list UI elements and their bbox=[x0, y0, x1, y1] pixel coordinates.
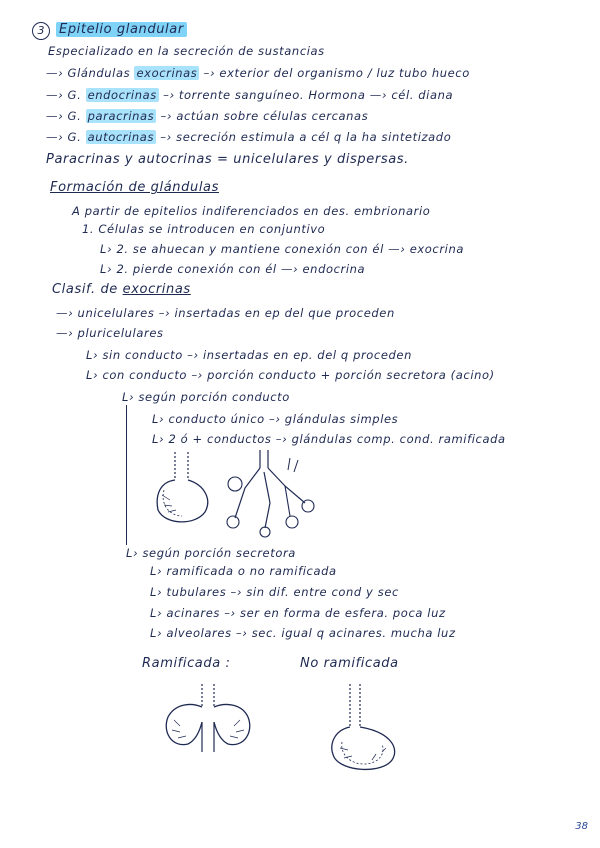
formation-heading: Formación de glándulas bbox=[50, 180, 219, 195]
class-acinares: L› acinares –› ser en forma de esfera. poca luz bbox=[150, 606, 446, 620]
class-tubulares: L› tubulares –› sin dif. entre cond y sec bbox=[150, 585, 399, 599]
simple-gland-sketch bbox=[150, 450, 220, 530]
gland-autocrine bbox=[46, 130, 451, 145]
endo-prefix: —› G. bbox=[46, 88, 86, 102]
class-segun-conducto: L› según porción conducto bbox=[122, 390, 290, 404]
label-no-ramificada: No ramificada bbox=[300, 656, 399, 671]
gland-endocrine bbox=[46, 88, 453, 103]
branched-gland-sketch bbox=[160, 682, 260, 772]
intro-text: Especializado en la secreción de sustancias bbox=[48, 44, 325, 58]
label-ramificada: Ramificada : bbox=[142, 656, 231, 671]
exo-prefix: —› Glándulas bbox=[46, 66, 135, 80]
gland-paracrine bbox=[46, 109, 368, 124]
formation-line-2: 1. Células se introducen en conjuntivo bbox=[82, 222, 326, 236]
gland-summary: Paracrinas y autocrinas = unicelulares y dispersas. bbox=[46, 152, 409, 167]
classification-heading bbox=[52, 282, 191, 297]
exo-rest: –› exterior del organismo / luz tubo hueco bbox=[199, 66, 470, 80]
bracket-line bbox=[126, 405, 127, 545]
class-con-conducto: L› con conducto –› porción conducto + porción secretora (acino) bbox=[86, 368, 495, 382]
class-compuesta: L› 2 ó + conductos –› glándulas comp. cond. ramificada bbox=[152, 432, 506, 446]
exo-highlight: exocrinas bbox=[136, 66, 198, 80]
classification-heading-prefix: Clasif. de bbox=[52, 282, 123, 297]
para-rest: –› actúan sobre células cercanas bbox=[156, 109, 369, 123]
class-unicellular: —› unicelulares –› insertadas en ep del que proceden bbox=[56, 306, 395, 320]
class-pluricellular: —› pluricelulares bbox=[56, 326, 164, 340]
compound-gland-sketch bbox=[220, 448, 330, 538]
para-highlight: paracrinas bbox=[87, 109, 155, 123]
classification-heading-underlined: exocrinas bbox=[122, 282, 191, 297]
class-sin-conducto: L› sin conducto –› insertadas en ep. del q proceden bbox=[86, 348, 412, 362]
auto-highlight: autocrinas bbox=[87, 130, 155, 144]
gland-exocrine bbox=[46, 66, 470, 81]
title-highlight: Epitelio glandular bbox=[56, 22, 187, 37]
class-alveolares: L› alveolares –› sec. igual q acinares. mucha luz bbox=[150, 626, 456, 640]
auto-rest: –› secreción estimula a cél q la ha sintetizado bbox=[156, 130, 452, 144]
unbranched-gland-sketch bbox=[320, 682, 420, 777]
auto-prefix: —› G. bbox=[46, 130, 86, 144]
endo-rest: –› torrente sanguíneo. Hormona —› cél. diana bbox=[158, 88, 454, 102]
formation-line-4: L› 2. pierde conexión con él —› endocrina bbox=[100, 262, 366, 276]
class-segun-secretora: L› según porción secretora bbox=[126, 546, 296, 560]
section-number: 3 bbox=[32, 22, 50, 40]
formation-line-1: A partir de epitelios indiferenciados en des. embrionario bbox=[72, 204, 431, 218]
class-simple: L› conducto único –› glándulas simples bbox=[152, 412, 399, 426]
endo-highlight: endocrinas bbox=[87, 88, 157, 102]
page-number: 38 bbox=[575, 821, 588, 832]
page-title bbox=[56, 22, 187, 37]
para-prefix: —› G. bbox=[46, 109, 86, 123]
class-ramificada: L› ramificada o no ramificada bbox=[150, 564, 337, 578]
formation-line-3: L› 2. se ahuecan y mantiene conexión con él —› exocrina bbox=[100, 242, 465, 256]
